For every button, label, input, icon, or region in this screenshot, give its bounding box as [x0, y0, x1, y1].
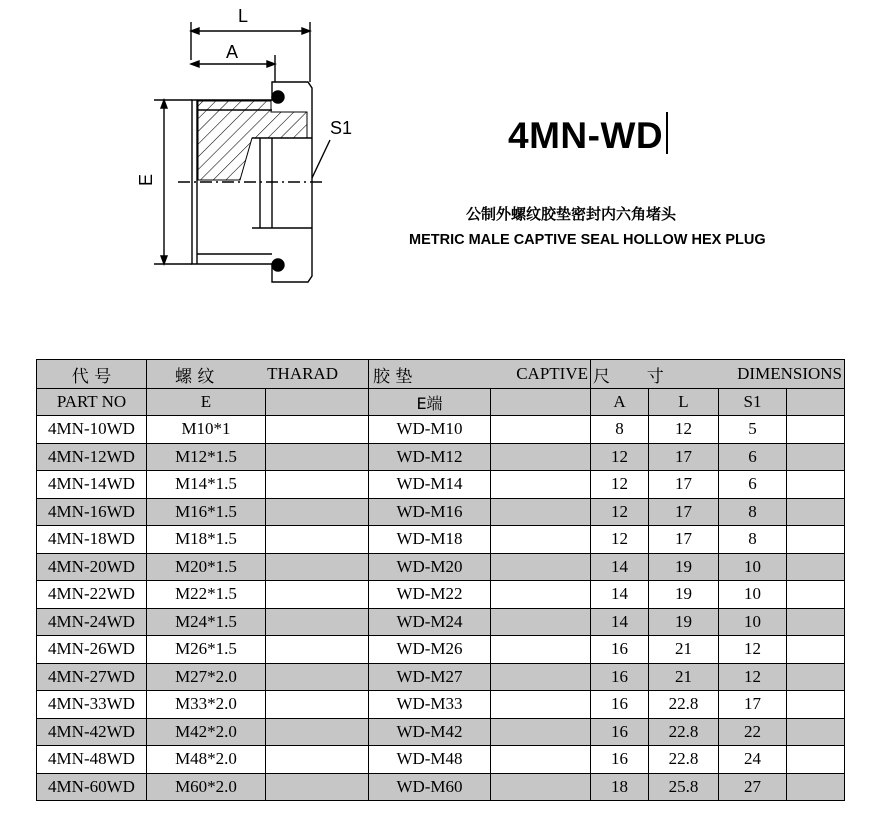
seal-cell: WD-M14 [369, 471, 491, 499]
seal-cell: WD-M18 [369, 526, 491, 554]
s1-cell: 27 [719, 773, 787, 801]
l-cell: 25.8 [649, 773, 719, 801]
subtitle-english: METRIC MALE CAPTIVE SEAL HOLLOW HEX PLUG [409, 232, 766, 248]
blank-cell [266, 416, 369, 444]
blank-cell [787, 526, 845, 554]
header-captive: 胶 垫 CAPTIVE [369, 360, 591, 389]
blank-cell [491, 416, 591, 444]
part-no-cell: 4MN-18WD [37, 526, 147, 554]
dim-S1-label: S1 [330, 118, 353, 138]
s1-cell: 8 [719, 498, 787, 526]
header-empty-3 [787, 389, 845, 416]
blank-cell [266, 581, 369, 609]
blank-cell [491, 608, 591, 636]
thread-cell: M14*1.5 [147, 471, 266, 499]
blank-cell [266, 718, 369, 746]
blank-cell [787, 663, 845, 691]
a-cell: 12 [591, 443, 649, 471]
table-row [37, 553, 845, 581]
part-no-cell: 4MN-33WD [37, 691, 147, 719]
seal-cell: WD-M48 [369, 746, 491, 774]
table-row [37, 773, 845, 801]
seal-cell: WD-M12 [369, 443, 491, 471]
blank-cell [491, 526, 591, 554]
a-cell: 16 [591, 718, 649, 746]
table-header-row-2 [37, 389, 845, 416]
seal-cell: WD-M20 [369, 553, 491, 581]
blank-cell [787, 773, 845, 801]
header-a: A [591, 389, 649, 416]
seal-cell: WD-M10 [369, 416, 491, 444]
seal-cell: WD-M33 [369, 691, 491, 719]
thread-cell: M27*2.0 [147, 663, 266, 691]
blank-cell [491, 718, 591, 746]
blank-cell [266, 773, 369, 801]
l-cell: 12 [649, 416, 719, 444]
blank-cell [787, 498, 845, 526]
blank-cell [266, 663, 369, 691]
part-no-cell: 4MN-20WD [37, 553, 147, 581]
thread-cell: M26*1.5 [147, 636, 266, 664]
s1-cell: 8 [719, 526, 787, 554]
part-no-cell: 4MN-22WD [37, 581, 147, 609]
thread-cell: M60*2.0 [147, 773, 266, 801]
table-body [37, 416, 845, 801]
part-no-cell: 4MN-10WD [37, 416, 147, 444]
header-thread: 螺 纹 THARAD [147, 360, 369, 389]
subtitle-chinese: 公制外螺纹胶垫密封内六角堵头 [466, 205, 677, 223]
header-empty-1 [266, 389, 369, 416]
table-row [37, 663, 845, 691]
blank-cell [266, 608, 369, 636]
blank-cell [787, 471, 845, 499]
blank-cell [491, 773, 591, 801]
a-cell: 12 [591, 498, 649, 526]
s1-cell: 10 [719, 553, 787, 581]
part-no-cell: 4MN-26WD [37, 636, 147, 664]
part-no-cell: 4MN-48WD [37, 746, 147, 774]
s1-cell: 6 [719, 443, 787, 471]
model-title-text: 4MN-WD [508, 115, 664, 156]
l-cell: 22.8 [649, 746, 719, 774]
blank-cell [491, 498, 591, 526]
seal-cell: WD-M27 [369, 663, 491, 691]
plug-technical-drawing [100, 0, 400, 300]
blank-cell [787, 553, 845, 581]
table-row [37, 443, 845, 471]
thread-cell: M48*2.0 [147, 746, 266, 774]
header-part-no: PART NO [37, 389, 147, 416]
s1-cell: 5 [719, 416, 787, 444]
seal-cell: WD-M22 [369, 581, 491, 609]
blank-cell [491, 636, 591, 664]
a-cell: 16 [591, 691, 649, 719]
table-row [37, 636, 845, 664]
blank-cell [491, 746, 591, 774]
l-cell: 17 [649, 471, 719, 499]
dim-A-label: A [226, 42, 239, 62]
thread-cell: M42*2.0 [147, 718, 266, 746]
blank-cell [787, 416, 845, 444]
header-l: L [649, 389, 719, 416]
part-no-cell: 4MN-16WD [37, 498, 147, 526]
blank-cell [266, 553, 369, 581]
a-cell: 12 [591, 526, 649, 554]
blank-cell [787, 746, 845, 774]
l-cell: 19 [649, 608, 719, 636]
seal-cell: WD-M16 [369, 498, 491, 526]
table-header-row-1 [37, 360, 845, 389]
a-cell: 14 [591, 581, 649, 609]
part-no-cell: 4MN-14WD [37, 471, 147, 499]
l-cell: 22.8 [649, 691, 719, 719]
blank-cell [266, 498, 369, 526]
l-cell: 21 [649, 636, 719, 664]
table-row [37, 746, 845, 774]
a-cell: 16 [591, 663, 649, 691]
header-part-cn: 代 号 [37, 360, 147, 389]
part-no-cell: 4MN-12WD [37, 443, 147, 471]
thread-cell: M16*1.5 [147, 498, 266, 526]
blank-cell [491, 443, 591, 471]
seal-cell: WD-M26 [369, 636, 491, 664]
blank-cell [787, 443, 845, 471]
blank-cell [266, 746, 369, 774]
s1-cell: 12 [719, 663, 787, 691]
seal-cell: WD-M24 [369, 608, 491, 636]
blank-cell [266, 691, 369, 719]
thread-cell: M10*1 [147, 416, 266, 444]
blank-cell [491, 581, 591, 609]
table-row [37, 608, 845, 636]
s1-cell: 22 [719, 718, 787, 746]
blank-cell [266, 443, 369, 471]
blank-cell [787, 581, 845, 609]
l-cell: 19 [649, 553, 719, 581]
table-row [37, 498, 845, 526]
l-cell: 22.8 [649, 718, 719, 746]
thread-cell: M18*1.5 [147, 526, 266, 554]
s1-cell: 10 [719, 608, 787, 636]
blank-cell [266, 471, 369, 499]
spec-table [36, 359, 845, 801]
header-dimensions: 尺 寸 DIMENSIONS [591, 360, 845, 389]
a-cell: 14 [591, 553, 649, 581]
l-cell: 21 [649, 663, 719, 691]
blank-cell [787, 608, 845, 636]
blank-cell [787, 718, 845, 746]
seal-cell: WD-M42 [369, 718, 491, 746]
l-cell: 17 [649, 498, 719, 526]
dim-L-label: L [238, 6, 249, 26]
header-empty-2 [491, 389, 591, 416]
a-cell: 8 [591, 416, 649, 444]
a-cell: 14 [591, 608, 649, 636]
thread-cell: M12*1.5 [147, 443, 266, 471]
blank-cell [491, 471, 591, 499]
part-no-cell: 4MN-27WD [37, 663, 147, 691]
a-cell: 16 [591, 636, 649, 664]
blank-cell [787, 636, 845, 664]
l-cell: 19 [649, 581, 719, 609]
a-cell: 12 [591, 471, 649, 499]
table-row [37, 471, 845, 499]
table-row [37, 691, 845, 719]
table-row [37, 526, 845, 554]
table-row [37, 581, 845, 609]
s1-cell: 6 [719, 471, 787, 499]
header-s1: S1 [719, 389, 787, 416]
a-cell: 18 [591, 773, 649, 801]
l-cell: 17 [649, 526, 719, 554]
a-cell: 16 [591, 746, 649, 774]
seal-cell: WD-M60 [369, 773, 491, 801]
s1-cell: 12 [719, 636, 787, 664]
part-no-cell: 4MN-24WD [37, 608, 147, 636]
text-cursor [666, 112, 668, 154]
dim-E-label: E [136, 173, 156, 186]
blank-cell [491, 553, 591, 581]
part-no-cell: 4MN-42WD [37, 718, 147, 746]
thread-cell: M33*2.0 [147, 691, 266, 719]
table-row [37, 718, 845, 746]
header-e: E [147, 389, 266, 416]
blank-cell [491, 663, 591, 691]
model-title [508, 112, 668, 157]
thread-cell: M22*1.5 [147, 581, 266, 609]
thread-cell: M24*1.5 [147, 608, 266, 636]
table-row [37, 416, 845, 444]
part-no-cell: 4MN-60WD [37, 773, 147, 801]
l-cell: 17 [649, 443, 719, 471]
blank-cell [787, 691, 845, 719]
blank-cell [491, 691, 591, 719]
s1-cell: 24 [719, 746, 787, 774]
s1-cell: 17 [719, 691, 787, 719]
thread-cell: M20*1.5 [147, 553, 266, 581]
s1-cell: 10 [719, 581, 787, 609]
blank-cell [266, 526, 369, 554]
header-e-end: E端 [369, 389, 491, 416]
blank-cell [266, 636, 369, 664]
